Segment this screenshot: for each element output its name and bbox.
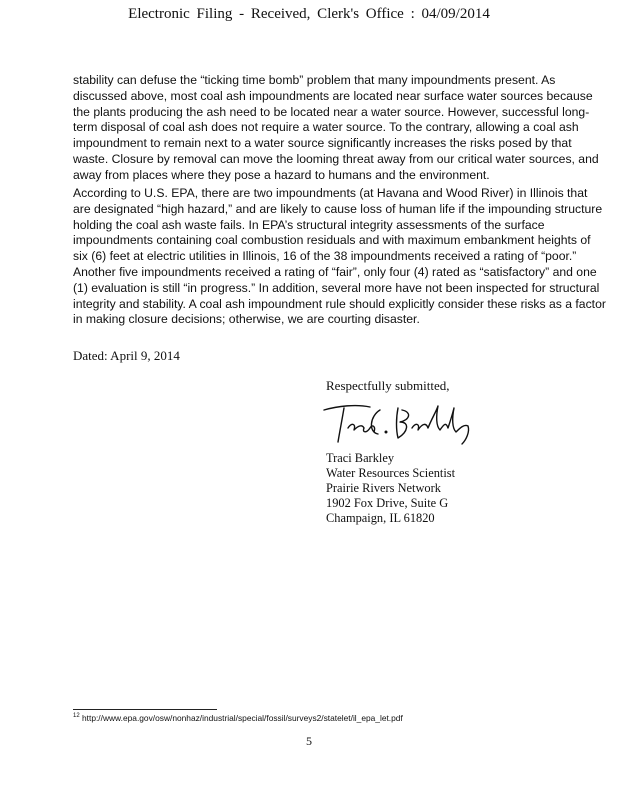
signer-title: Water Resources Scientist [326, 466, 456, 480]
signer-organization: Prairie Rivers Network [326, 481, 441, 495]
date-line: Dated: April 9, 2014 [73, 348, 180, 363]
closing-line: Respectfully submitted, [326, 378, 450, 393]
footnote-divider [73, 709, 217, 710]
page-number: 5 [306, 734, 312, 748]
footnote-url: http://www.epa.gov/osw/nonhaz/industrial/special/fossil/surveys2/statelet/il_epa_let.pdf [82, 713, 403, 723]
body-paragraph-1: stability can defuse the “ticking time bomb” problem that many impoundments present. As discussed above, most coal ash impoundments are located near surface water sources because the plants producing the ash need to be located near a water source. However, successful long-term disposal of coal ash does not require a water source. To the contrary, allowing a coal ash impoundment to remain next to a water source significantly increases the risks posed by that waste. Closure by removal can move the looming threat away from our critical water sources, and away from places where they pose a hazard to humans and the environment. [73, 73, 599, 182]
handwritten-signature [318, 398, 498, 446]
signer-city: Champaign, IL 61820 [326, 511, 435, 525]
body-paragraph-2: According to U.S. EPA, there are two impoundments (at Havana and Wood River) in Illinois that are designated “high hazard,” and are likely to cause loss of human life if the impounding structure holding the coal ash waste fails. In EPA’s structural integrity assessments of the surface impoundments containing coal combustion residuals and with maximum embankment heights of six (6) feet at electric utilities in Illinois, 16 of the 38 impoundments received a rating of “poor.” Another five impoundments received a rating of “fair”, only four (4) rated as “satisfactory” and one (1) evaluation is still “in progress.” In addition, several more have not been inspected for structural integrity and stability. A coal ash impoundment rule should explicitly consider these risks as a factor in making closure decisions; otherwise, we are courting disaster. [73, 186, 606, 327]
footnote-marker: 12 [73, 713, 80, 720]
signer-street: 1902 Fox Drive, Suite G [326, 496, 449, 510]
signature-block [326, 451, 455, 526]
filing-header: Electronic Filing - Received, Clerk's Office : 04/09/2014 [128, 6, 490, 22]
footnote [73, 713, 403, 723]
signer-name: Traci Barkley [326, 451, 395, 465]
